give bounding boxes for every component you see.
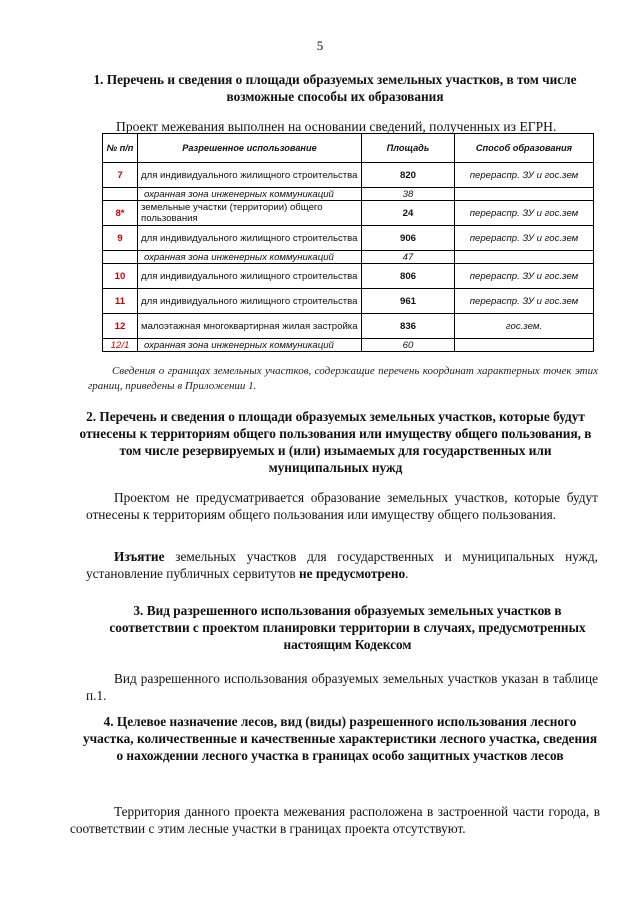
- row-use: для индивидуального жилищного строительства: [138, 163, 362, 188]
- header-use: Разрешенное использование: [138, 134, 362, 163]
- table-row: [103, 314, 594, 339]
- row-num: 9: [103, 226, 138, 251]
- row-use: для индивидуального жилищного строительства: [138, 226, 362, 251]
- header-area: Площадь: [362, 134, 455, 163]
- row-num: 10: [103, 264, 138, 289]
- row-num: [103, 188, 138, 201]
- section-2-paragraph-2-mid: земельных участков для государственных и муниципальных нужд, установление публичных сервитутов: [86, 549, 598, 581]
- row-area: 38: [362, 188, 455, 201]
- table-row: [103, 251, 594, 264]
- header-num: № п/п: [103, 134, 138, 163]
- row-area: 47: [362, 251, 455, 264]
- row-use: для индивидуального жилищного строительства: [138, 289, 362, 314]
- coordinates-note: [88, 364, 598, 394]
- table-header-row: [103, 134, 594, 163]
- row-method: [455, 251, 594, 264]
- section-4-paragraph: [70, 803, 600, 837]
- row-area: 806: [362, 264, 455, 289]
- table-row: [103, 188, 594, 201]
- table-row: [103, 339, 594, 352]
- row-method: [455, 188, 594, 201]
- row-method: перераспр. ЗУ и гос.зем: [455, 289, 594, 314]
- row-method: перераспр. ЗУ и гос.зем: [455, 264, 594, 289]
- row-use: малоэтажная многоквартирная жилая застройка: [138, 314, 362, 339]
- row-method: перераспр. ЗУ и гос.зем: [455, 201, 594, 226]
- row-use: охранная зона инженерных коммуникаций: [138, 339, 362, 352]
- section-1-heading: 1. Перечень и сведения о площади образуемых земельных участков, в том числе возможные способы их образования: [93, 72, 577, 104]
- row-use: охранная зона инженерных коммуникаций: [138, 188, 362, 201]
- row-use: для индивидуального жилищного строительства: [138, 264, 362, 289]
- table-row: [103, 289, 594, 314]
- section-2-paragraph-1: [86, 489, 598, 523]
- section-2-paragraph-2: [86, 548, 598, 582]
- table-row: [103, 264, 594, 289]
- row-method: перераспр. ЗУ и гос.зем: [455, 163, 594, 188]
- table-row: [103, 226, 594, 251]
- seizure-bold: Изъятие: [114, 549, 165, 564]
- section-2-paragraph-1-text: Проектом не предусматривается образование земельных участков, которые будут отнесены к территориям общего пользования или имуществу общего пользования.: [86, 490, 598, 522]
- section-3-paragraph-text: Вид разрешенного использования образуемых земельных участков указан в таблице п.1.: [86, 671, 598, 703]
- row-num: 7: [103, 163, 138, 188]
- section-2-heading: 2. Перечень и сведения о площади образуемых земельных участков, которые будут отнесены к территориям общего пользования или имуществу общего пользования, в том числе резервируемых и (или) изымаемых для государственных или муниципальных нужд: [79, 409, 592, 475]
- section-4-paragraph-text: Территория данного проекта межевания расположена в застроенной части города, в соответствии с этим лесные участки в границах проекта отсутствуют.: [70, 804, 600, 836]
- section-3-heading: 3. Вид разрешенного использования образуемых земельных участков в соответствии с проектом планировки территории в случаях, предусмотренных настоящим Кодексом: [109, 603, 586, 652]
- row-method: перераспр. ЗУ и гос.зем: [455, 226, 594, 251]
- row-num: 12/1: [103, 339, 138, 352]
- table-row: [103, 163, 594, 188]
- row-area: 836: [362, 314, 455, 339]
- section-2-paragraph-2-end: .: [405, 566, 409, 581]
- row-method: [455, 339, 594, 352]
- header-method: Способ образования: [455, 134, 594, 163]
- row-num: 12: [103, 314, 138, 339]
- row-use: земельные участки (территории) общего пользования: [138, 201, 362, 226]
- row-use: охранная зона инженерных коммуникаций: [138, 251, 362, 264]
- row-area: 60: [362, 339, 455, 352]
- section-4-heading: 4. Целевое назначение лесов, вид (виды) разрешенного использования лесного участка, количественные и качественные характеристики лесного участка, сведения о нахождении лесного участка в границах особо защитных участков лесов: [82, 714, 598, 763]
- row-area: 961: [362, 289, 455, 314]
- table-row: [103, 201, 594, 226]
- section-3-paragraph: [86, 670, 598, 704]
- section-1-intro: Проект межевания выполнен на основании сведений, полученных из ЕГРН.: [116, 119, 557, 134]
- row-area: 820: [362, 163, 455, 188]
- row-num: 11: [103, 289, 138, 314]
- land-plots-table: [102, 133, 594, 352]
- row-area: 906: [362, 226, 455, 251]
- not-provided-bold: не предусмотрено: [298, 566, 406, 581]
- row-area: 24: [362, 201, 455, 226]
- row-num: [103, 251, 138, 264]
- row-method: гос.зем.: [455, 314, 594, 339]
- row-num: 8*: [103, 201, 138, 226]
- coordinates-note-text: Сведения о границах земельных участков, содержащие перечень координат характерных точек этих границ, приведены в Приложении 1.: [88, 365, 598, 392]
- page-number: 5: [316, 38, 324, 53]
